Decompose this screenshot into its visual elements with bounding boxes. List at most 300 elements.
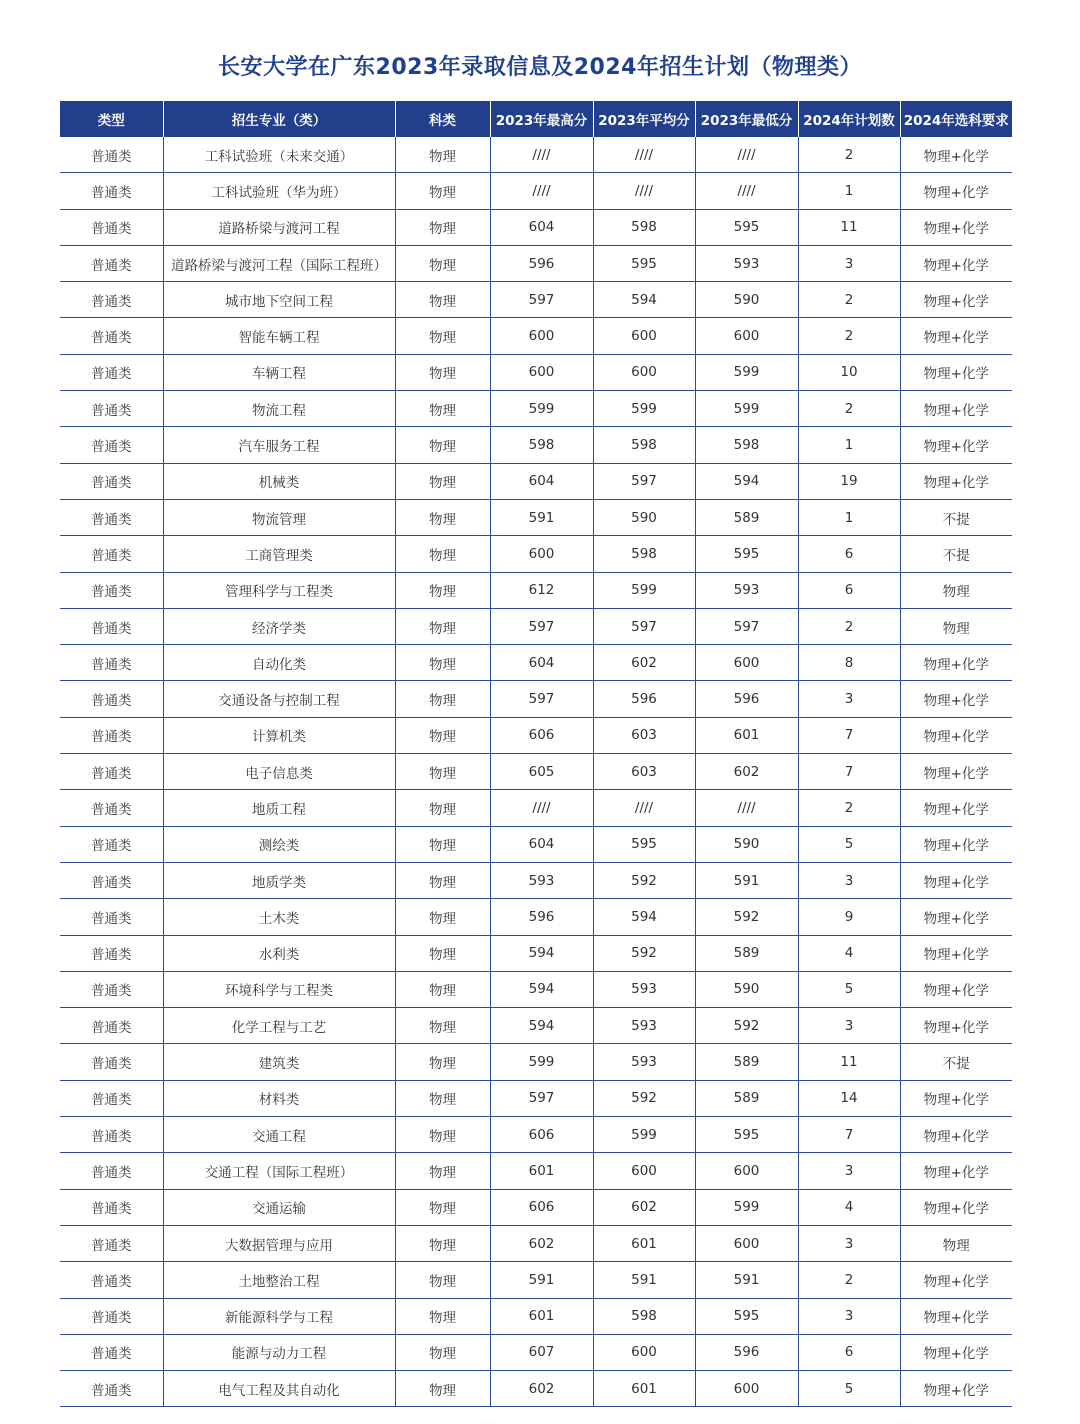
cell-avg-2023: //// <box>593 173 695 209</box>
cell-min-2023: 589 <box>695 1044 798 1080</box>
table-body <box>60 137 1012 1407</box>
cell-requirement-2024: 物理+化学 <box>900 899 1012 935</box>
cell-requirement-2024: 物理+化学 <box>900 1262 1012 1298</box>
table-row <box>60 209 1012 245</box>
cell-plan-2024: 3 <box>798 1153 900 1189</box>
cell-max-2023: 600 <box>490 536 593 572</box>
cell-major: 城市地下空间工程 <box>163 282 395 318</box>
cell-requirement-2024: 物理+化学 <box>900 1153 1012 1189</box>
cell-type: 普通类 <box>60 499 163 535</box>
cell-subject: 物理 <box>395 899 490 935</box>
admission-table <box>60 101 1012 1407</box>
cell-plan-2024: 1 <box>798 499 900 535</box>
table-row <box>60 318 1012 354</box>
table-row <box>60 1153 1012 1189</box>
cell-subject: 物理 <box>395 935 490 971</box>
cell-major: 汽车服务工程 <box>163 427 395 463</box>
cell-min-2023: 596 <box>695 1334 798 1370</box>
table-row <box>60 1298 1012 1334</box>
cell-max-2023: 600 <box>490 318 593 354</box>
cell-requirement-2024: 物理+化学 <box>900 173 1012 209</box>
cell-max-2023: 597 <box>490 282 593 318</box>
cell-min-2023: 600 <box>695 1371 798 1407</box>
table-row <box>60 1117 1012 1153</box>
cell-type: 普通类 <box>60 608 163 644</box>
cell-avg-2023: 596 <box>593 681 695 717</box>
cell-subject: 物理 <box>395 1334 490 1370</box>
table-row <box>60 137 1012 173</box>
cell-max-2023: 607 <box>490 1334 593 1370</box>
cell-max-2023: 599 <box>490 391 593 427</box>
cell-requirement-2024: 物理+化学 <box>900 645 1012 681</box>
cell-plan-2024: 1 <box>798 427 900 463</box>
cell-subject: 物理 <box>395 1225 490 1261</box>
cell-plan-2024: 5 <box>798 971 900 1007</box>
cell-major: 工商管理类 <box>163 536 395 572</box>
cell-avg-2023: //// <box>593 790 695 826</box>
cell-type: 普通类 <box>60 354 163 390</box>
cell-min-2023: 589 <box>695 499 798 535</box>
cell-requirement-2024: 不提 <box>900 499 1012 535</box>
cell-type: 普通类 <box>60 790 163 826</box>
cell-max-2023: 606 <box>490 717 593 753</box>
table-header-row <box>60 101 1012 137</box>
cell-max-2023: 596 <box>490 245 593 281</box>
cell-subject: 物理 <box>395 1044 490 1080</box>
cell-max-2023: 596 <box>490 899 593 935</box>
cell-avg-2023: 600 <box>593 1334 695 1370</box>
table-row <box>60 572 1012 608</box>
cell-avg-2023: 597 <box>593 463 695 499</box>
cell-major: 材料类 <box>163 1080 395 1116</box>
cell-avg-2023: 601 <box>593 1371 695 1407</box>
cell-min-2023: 593 <box>695 245 798 281</box>
cell-type: 普通类 <box>60 1153 163 1189</box>
cell-subject: 物理 <box>395 282 490 318</box>
cell-plan-2024: 3 <box>798 1298 900 1334</box>
cell-plan-2024: 2 <box>798 318 900 354</box>
cell-plan-2024: 6 <box>798 572 900 608</box>
cell-type: 普通类 <box>60 1371 163 1407</box>
col-header-requirement-2024: 2024年选科要求 <box>900 101 1012 137</box>
cell-plan-2024: 3 <box>798 862 900 898</box>
cell-requirement-2024: 物理+化学 <box>900 427 1012 463</box>
cell-subject: 物理 <box>395 862 490 898</box>
cell-plan-2024: 5 <box>798 1371 900 1407</box>
cell-plan-2024: 4 <box>798 935 900 971</box>
cell-min-2023: 599 <box>695 1189 798 1225</box>
cell-avg-2023: 598 <box>593 1298 695 1334</box>
cell-min-2023: 598 <box>695 427 798 463</box>
cell-requirement-2024: 物理+化学 <box>900 209 1012 245</box>
table-row <box>60 1334 1012 1370</box>
cell-major: 交通工程（国际工程班） <box>163 1153 395 1189</box>
cell-requirement-2024: 物理+化学 <box>900 318 1012 354</box>
cell-avg-2023: 602 <box>593 645 695 681</box>
cell-major: 工科试验班（未来交通） <box>163 137 395 173</box>
cell-major: 电气工程及其自动化 <box>163 1371 395 1407</box>
cell-subject: 物理 <box>395 1371 490 1407</box>
cell-subject: 物理 <box>395 354 490 390</box>
cell-plan-2024: 6 <box>798 536 900 572</box>
cell-requirement-2024: 物理+化学 <box>900 1189 1012 1225</box>
cell-requirement-2024: 不提 <box>900 1044 1012 1080</box>
cell-requirement-2024: 物理 <box>900 1225 1012 1261</box>
table-row <box>60 826 1012 862</box>
cell-type: 普通类 <box>60 173 163 209</box>
col-header-max-2023: 2023年最高分 <box>490 101 593 137</box>
cell-requirement-2024: 物理+化学 <box>900 790 1012 826</box>
cell-type: 普通类 <box>60 1298 163 1334</box>
cell-min-2023: 600 <box>695 1153 798 1189</box>
cell-major: 自动化类 <box>163 645 395 681</box>
cell-type: 普通类 <box>60 1189 163 1225</box>
cell-min-2023: 599 <box>695 391 798 427</box>
cell-subject: 物理 <box>395 1153 490 1189</box>
cell-type: 普通类 <box>60 463 163 499</box>
cell-plan-2024: 4 <box>798 1189 900 1225</box>
cell-plan-2024: 8 <box>798 645 900 681</box>
cell-major: 经济学类 <box>163 608 395 644</box>
cell-type: 普通类 <box>60 899 163 935</box>
cell-major: 化学工程与工艺 <box>163 1008 395 1044</box>
col-header-type: 类型 <box>60 101 163 137</box>
cell-min-2023: 591 <box>695 862 798 898</box>
cell-requirement-2024: 物理+化学 <box>900 681 1012 717</box>
table-row <box>60 1371 1012 1407</box>
cell-plan-2024: 6 <box>798 1334 900 1370</box>
cell-min-2023: 595 <box>695 209 798 245</box>
cell-avg-2023: 600 <box>593 1153 695 1189</box>
table-row <box>60 391 1012 427</box>
cell-requirement-2024: 物理+化学 <box>900 1117 1012 1153</box>
cell-max-2023: 606 <box>490 1189 593 1225</box>
cell-min-2023: 590 <box>695 971 798 1007</box>
cell-major: 环境科学与工程类 <box>163 971 395 1007</box>
cell-major: 地质工程 <box>163 790 395 826</box>
cell-plan-2024: 2 <box>798 1262 900 1298</box>
cell-type: 普通类 <box>60 935 163 971</box>
cell-requirement-2024: 物理+化学 <box>900 1334 1012 1370</box>
cell-subject: 物理 <box>395 137 490 173</box>
cell-max-2023: 593 <box>490 862 593 898</box>
table-row <box>60 536 1012 572</box>
page-title: 长安大学在广东2023年录取信息及2024年招生计划（物理类） <box>218 55 862 80</box>
cell-plan-2024: 11 <box>798 209 900 245</box>
cell-plan-2024: 7 <box>798 1117 900 1153</box>
cell-min-2023: //// <box>695 137 798 173</box>
cell-max-2023: 612 <box>490 572 593 608</box>
cell-requirement-2024: 物理+化学 <box>900 282 1012 318</box>
cell-type: 普通类 <box>60 245 163 281</box>
cell-plan-2024: 14 <box>798 1080 900 1116</box>
cell-avg-2023: 602 <box>593 1189 695 1225</box>
cell-max-2023: 594 <box>490 971 593 1007</box>
cell-plan-2024: 5 <box>798 826 900 862</box>
cell-major: 管理科学与工程类 <box>163 572 395 608</box>
cell-plan-2024: 9 <box>798 899 900 935</box>
cell-type: 普通类 <box>60 826 163 862</box>
cell-subject: 物理 <box>395 245 490 281</box>
cell-subject: 物理 <box>395 1298 490 1334</box>
cell-avg-2023: 595 <box>593 245 695 281</box>
cell-plan-2024: 7 <box>798 717 900 753</box>
cell-requirement-2024: 物理 <box>900 608 1012 644</box>
cell-requirement-2024: 物理+化学 <box>900 354 1012 390</box>
cell-max-2023: 605 <box>490 754 593 790</box>
cell-min-2023: 595 <box>695 536 798 572</box>
cell-plan-2024: 2 <box>798 391 900 427</box>
cell-major: 物流管理 <box>163 499 395 535</box>
cell-plan-2024: 1 <box>798 173 900 209</box>
cell-type: 普通类 <box>60 1008 163 1044</box>
cell-subject: 物理 <box>395 1262 490 1298</box>
cell-max-2023: //// <box>490 790 593 826</box>
cell-requirement-2024: 物理+化学 <box>900 971 1012 1007</box>
table-row <box>60 1080 1012 1116</box>
cell-requirement-2024: 物理+化学 <box>900 463 1012 499</box>
table-row <box>60 645 1012 681</box>
col-header-major: 招生专业（类） <box>163 101 395 137</box>
cell-plan-2024: 3 <box>798 681 900 717</box>
cell-subject: 物理 <box>395 608 490 644</box>
cell-min-2023: 590 <box>695 282 798 318</box>
cell-type: 普通类 <box>60 717 163 753</box>
cell-max-2023: 600 <box>490 354 593 390</box>
cell-major: 计算机类 <box>163 717 395 753</box>
cell-subject: 物理 <box>395 717 490 753</box>
cell-max-2023: 604 <box>490 645 593 681</box>
cell-min-2023: 599 <box>695 354 798 390</box>
cell-subject: 物理 <box>395 645 490 681</box>
cell-requirement-2024: 物理+化学 <box>900 391 1012 427</box>
cell-min-2023: //// <box>695 790 798 826</box>
cell-requirement-2024: 物理+化学 <box>900 245 1012 281</box>
cell-major: 交通工程 <box>163 1117 395 1153</box>
cell-avg-2023: 592 <box>593 935 695 971</box>
cell-type: 普通类 <box>60 137 163 173</box>
cell-subject: 物理 <box>395 427 490 463</box>
cell-min-2023: 597 <box>695 608 798 644</box>
cell-requirement-2024: 物理+化学 <box>900 1298 1012 1334</box>
cell-avg-2023: 595 <box>593 826 695 862</box>
cell-avg-2023: 603 <box>593 717 695 753</box>
cell-plan-2024: 11 <box>798 1044 900 1080</box>
cell-plan-2024: 2 <box>798 282 900 318</box>
cell-max-2023: 598 <box>490 427 593 463</box>
cell-avg-2023: 598 <box>593 427 695 463</box>
cell-max-2023: 591 <box>490 499 593 535</box>
cell-avg-2023: 592 <box>593 862 695 898</box>
table-row <box>60 681 1012 717</box>
cell-min-2023: 589 <box>695 935 798 971</box>
cell-subject: 物理 <box>395 1080 490 1116</box>
table-row <box>60 354 1012 390</box>
cell-max-2023: //// <box>490 137 593 173</box>
cell-plan-2024: 2 <box>798 137 900 173</box>
table-row <box>60 1189 1012 1225</box>
cell-max-2023: 594 <box>490 1008 593 1044</box>
table-row <box>60 935 1012 971</box>
cell-max-2023: 601 <box>490 1298 593 1334</box>
cell-plan-2024: 3 <box>798 1225 900 1261</box>
cell-requirement-2024: 物理+化学 <box>900 1080 1012 1116</box>
cell-major: 测绘类 <box>163 826 395 862</box>
cell-max-2023: 597 <box>490 1080 593 1116</box>
cell-requirement-2024: 物理+化学 <box>900 862 1012 898</box>
cell-subject: 物理 <box>395 790 490 826</box>
cell-type: 普通类 <box>60 862 163 898</box>
table-row <box>60 862 1012 898</box>
cell-subject: 物理 <box>395 1008 490 1044</box>
cell-avg-2023: 590 <box>593 499 695 535</box>
cell-plan-2024: 2 <box>798 608 900 644</box>
cell-type: 普通类 <box>60 536 163 572</box>
cell-major: 道路桥梁与渡河工程（国际工程班） <box>163 245 395 281</box>
cell-major: 交通设备与控制工程 <box>163 681 395 717</box>
cell-subject: 物理 <box>395 463 490 499</box>
cell-avg-2023: 598 <box>593 209 695 245</box>
cell-type: 普通类 <box>60 1225 163 1261</box>
cell-major: 水利类 <box>163 935 395 971</box>
cell-type: 普通类 <box>60 1262 163 1298</box>
cell-type: 普通类 <box>60 754 163 790</box>
cell-subject: 物理 <box>395 681 490 717</box>
cell-min-2023: 600 <box>695 1225 798 1261</box>
cell-major: 车辆工程 <box>163 354 395 390</box>
table-row <box>60 1262 1012 1298</box>
cell-subject: 物理 <box>395 499 490 535</box>
cell-plan-2024: 7 <box>798 754 900 790</box>
table-row <box>60 427 1012 463</box>
cell-subject: 物理 <box>395 572 490 608</box>
cell-avg-2023: 600 <box>593 318 695 354</box>
col-header-min-2023: 2023年最低分 <box>695 101 798 137</box>
cell-major: 地质学类 <box>163 862 395 898</box>
cell-avg-2023: 593 <box>593 971 695 1007</box>
cell-requirement-2024: 物理+化学 <box>900 1008 1012 1044</box>
table-row <box>60 754 1012 790</box>
cell-major: 电子信息类 <box>163 754 395 790</box>
cell-min-2023: 589 <box>695 1080 798 1116</box>
cell-max-2023: 597 <box>490 681 593 717</box>
cell-type: 普通类 <box>60 1117 163 1153</box>
cell-max-2023: 591 <box>490 1262 593 1298</box>
cell-subject: 物理 <box>395 1189 490 1225</box>
cell-plan-2024: 2 <box>798 790 900 826</box>
cell-min-2023: 602 <box>695 754 798 790</box>
cell-subject: 物理 <box>395 826 490 862</box>
cell-type: 普通类 <box>60 1044 163 1080</box>
cell-subject: 物理 <box>395 173 490 209</box>
cell-min-2023: 590 <box>695 826 798 862</box>
cell-type: 普通类 <box>60 1334 163 1370</box>
table-row <box>60 173 1012 209</box>
col-header-avg-2023: 2023年平均分 <box>593 101 695 137</box>
cell-subject: 物理 <box>395 318 490 354</box>
table-row <box>60 499 1012 535</box>
cell-type: 普通类 <box>60 1080 163 1116</box>
cell-max-2023: 604 <box>490 463 593 499</box>
cell-type: 普通类 <box>60 391 163 427</box>
cell-avg-2023: 592 <box>593 1080 695 1116</box>
cell-plan-2024: 10 <box>798 354 900 390</box>
cell-avg-2023: 603 <box>593 754 695 790</box>
table-row <box>60 608 1012 644</box>
cell-major: 新能源科学与工程 <box>163 1298 395 1334</box>
cell-max-2023: 599 <box>490 1044 593 1080</box>
cell-requirement-2024: 不提 <box>900 536 1012 572</box>
cell-max-2023: 594 <box>490 935 593 971</box>
cell-requirement-2024: 物理 <box>900 572 1012 608</box>
cell-type: 普通类 <box>60 282 163 318</box>
cell-major: 机械类 <box>163 463 395 499</box>
cell-major: 道路桥梁与渡河工程 <box>163 209 395 245</box>
cell-type: 普通类 <box>60 318 163 354</box>
cell-requirement-2024: 物理+化学 <box>900 826 1012 862</box>
cell-avg-2023: 600 <box>593 354 695 390</box>
cell-max-2023: 604 <box>490 209 593 245</box>
cell-min-2023: 596 <box>695 681 798 717</box>
table-row <box>60 717 1012 753</box>
cell-plan-2024: 3 <box>798 1008 900 1044</box>
cell-requirement-2024: 物理+化学 <box>900 137 1012 173</box>
table-row <box>60 282 1012 318</box>
cell-min-2023: 592 <box>695 899 798 935</box>
cell-type: 普通类 <box>60 681 163 717</box>
col-header-subject: 科类 <box>395 101 490 137</box>
cell-min-2023: 595 <box>695 1117 798 1153</box>
cell-max-2023: 602 <box>490 1371 593 1407</box>
cell-min-2023: 595 <box>695 1298 798 1334</box>
cell-min-2023: 593 <box>695 572 798 608</box>
cell-avg-2023: 599 <box>593 1117 695 1153</box>
table-row <box>60 971 1012 1007</box>
cell-requirement-2024: 物理+化学 <box>900 717 1012 753</box>
cell-avg-2023: 593 <box>593 1044 695 1080</box>
cell-major: 能源与动力工程 <box>163 1334 395 1370</box>
cell-subject: 物理 <box>395 1117 490 1153</box>
table-row <box>60 1225 1012 1261</box>
cell-max-2023: 597 <box>490 608 593 644</box>
table-row <box>60 463 1012 499</box>
cell-avg-2023: 594 <box>593 282 695 318</box>
table-row <box>60 790 1012 826</box>
cell-min-2023: 592 <box>695 1008 798 1044</box>
cell-subject: 物理 <box>395 971 490 1007</box>
cell-avg-2023: 593 <box>593 1008 695 1044</box>
cell-type: 普通类 <box>60 209 163 245</box>
cell-subject: 物理 <box>395 391 490 427</box>
cell-major: 智能车辆工程 <box>163 318 395 354</box>
cell-avg-2023: //// <box>593 137 695 173</box>
cell-type: 普通类 <box>60 427 163 463</box>
cell-subject: 物理 <box>395 754 490 790</box>
cell-min-2023: 600 <box>695 318 798 354</box>
cell-max-2023: //// <box>490 173 593 209</box>
cell-major: 交通运输 <box>163 1189 395 1225</box>
cell-requirement-2024: 物理+化学 <box>900 1371 1012 1407</box>
cell-major: 土木类 <box>163 899 395 935</box>
cell-min-2023: 594 <box>695 463 798 499</box>
cell-type: 普通类 <box>60 971 163 1007</box>
cell-major: 土地整治工程 <box>163 1262 395 1298</box>
cell-plan-2024: 3 <box>798 245 900 281</box>
table-row <box>60 1008 1012 1044</box>
cell-avg-2023: 599 <box>593 391 695 427</box>
cell-min-2023: 601 <box>695 717 798 753</box>
cell-avg-2023: 591 <box>593 1262 695 1298</box>
